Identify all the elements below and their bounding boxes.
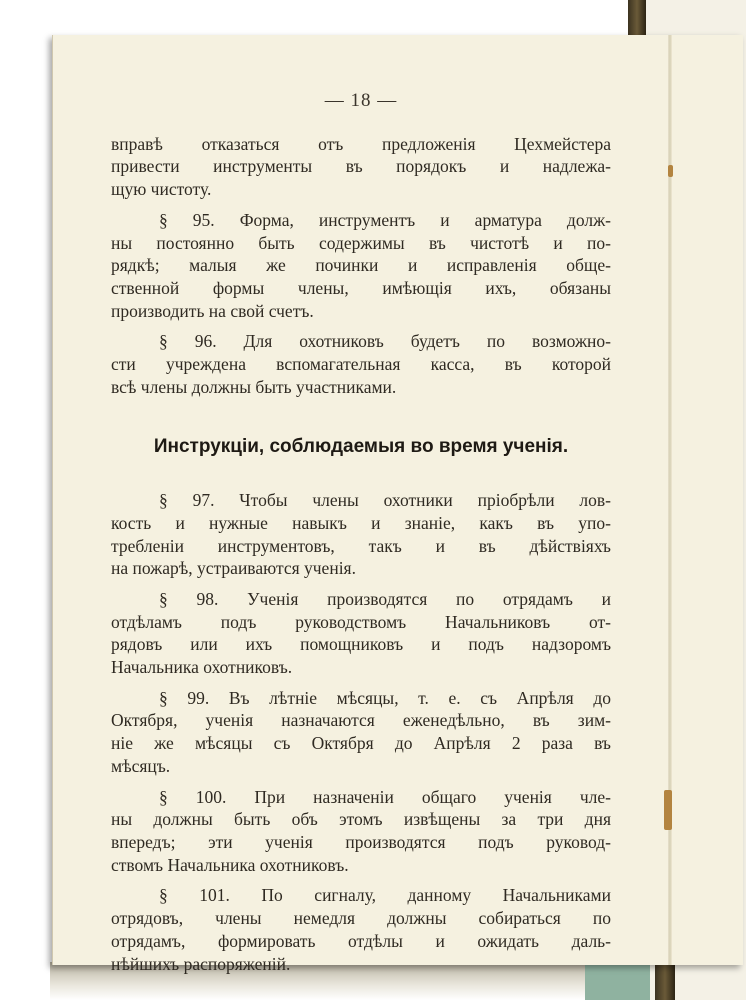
text-line: производить на свой счетъ. [111, 300, 314, 321]
text-line: § 98. Ученія производятся по отрядамъ и [159, 588, 611, 609]
text-line: мѣсяцъ. [111, 755, 171, 776]
text-line: ніе же мѣсяцы съ Октября до Апрѣля 2 раза въ [111, 733, 611, 754]
text-line: ны должны быть объ этомъ извѣщены за три дня [111, 809, 611, 830]
section-heading: Инструкціи, соблюдаемыя во время ученія. [153, 436, 569, 458]
paragraph-group-1 [111, 133, 611, 399]
text-line: отдѣламъ подъ руководствомъ Начальниковъ от- [111, 611, 611, 632]
text-line: рядовъ или ихъ помощниковъ и подъ надзоромъ [111, 634, 611, 655]
paragraph [111, 133, 611, 201]
paragraph-s100 [111, 786, 611, 877]
paragraph-s101 [111, 884, 611, 975]
text-line: всѣ члены должны быть участниками. [111, 376, 397, 397]
text-line: Начальника охотниковъ. [111, 657, 293, 678]
text-line: ственной формы члены, имѣющія ихъ, обязаны [111, 277, 611, 298]
paragraph-s99 [111, 687, 611, 778]
text-line: сти учреждена вспомагательная касса, въ которой [111, 354, 611, 375]
text-line: § 95. Форма, инструментъ и арматура долж- [159, 209, 611, 230]
text-line: ны постоянно быть содержимы въ чистотѣ и по- [111, 232, 611, 253]
paragraph-group-2 [111, 489, 611, 975]
text-line: отрядовъ, члены немедля должны собираться по [111, 908, 611, 929]
text-line: требленіи инструментовъ, такъ и въ дѣйствіяхъ [111, 535, 611, 556]
text-line: нѣйшихъ распоряженій. [111, 953, 291, 974]
text-line: ствомъ Начальника охотниковъ. [111, 854, 349, 875]
edge-mark [668, 165, 673, 177]
edge-mark [664, 790, 672, 830]
text-line: на пожарѣ, устраиваются ученія. [111, 558, 356, 579]
paragraph-s96 [111, 330, 611, 398]
text-line: привести инструменты въ порядокъ и надлежа- [111, 156, 611, 177]
text-line: Октября, ученія назначаются еженедѣльно, въ зим- [111, 710, 611, 731]
paragraph-s98 [111, 588, 611, 679]
text-line: впередъ; эти ученія производятся подъ руковод- [111, 831, 611, 852]
text-line: вправѣ отказаться отъ предложенія Цехмейстера [111, 133, 611, 154]
text-line: § 100. При назначеніи общаго ученія чле- [159, 786, 611, 807]
page-content [111, 90, 611, 983]
text-line: § 101. По сигналу, данному Начальниками [159, 885, 611, 906]
page-number: — 18 — [324, 90, 398, 111]
binding-stick-top [628, 0, 646, 36]
text-line: § 96. Для охотниковъ будетъ по возможно- [159, 331, 611, 352]
text-line: рядкѣ; малыя же починки и исправленія обще- [111, 255, 611, 276]
paragraph-s97 [111, 489, 611, 580]
text-line: § 99. Въ лѣтніе мѣсяцы, т. е. съ Апрѣля до [159, 687, 611, 708]
text-line: § 97. Чтобы члены охотники пріобрѣли лов- [159, 490, 611, 511]
text-line: отрядамъ, формировать отдѣлы и ожидать даль- [111, 930, 611, 951]
text-line: кость и нужные навыкъ и знаніе, какъ въ упо- [111, 512, 611, 533]
binding-stick-bottom [655, 965, 675, 1000]
text-line: щую чистоту. [111, 179, 212, 200]
paragraph-s95 [111, 209, 611, 323]
